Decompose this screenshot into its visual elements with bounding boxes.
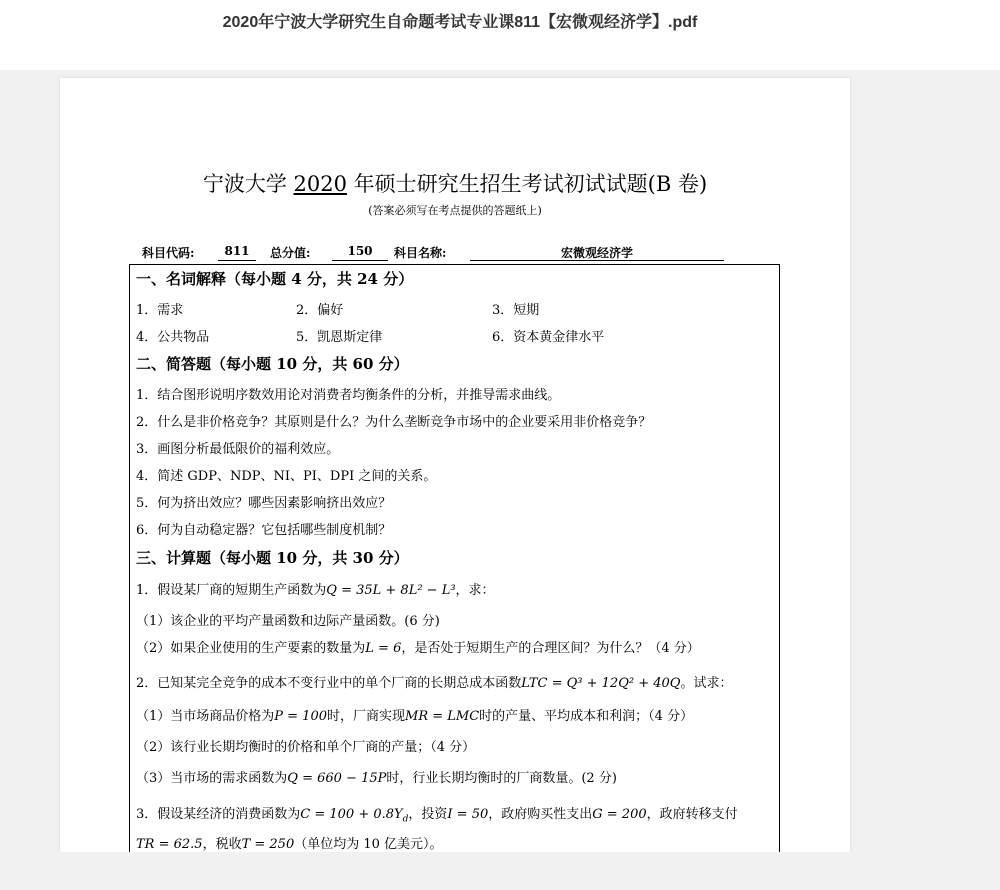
q1-text: 1．假设某厂商的短期生产函数为 bbox=[136, 583, 327, 598]
document-title: 2020年宁波大学研究生自命题考试专业课811【宏微观经济学】.pdf bbox=[222, 14, 698, 31]
q2-formula: LTC = Q³ + 12Q² + 40Q bbox=[521, 676, 681, 691]
exam-title-post: 年硕士研究生招生考试初试试题(B 卷) bbox=[353, 172, 708, 196]
q3-line-2 bbox=[136, 833, 443, 852]
term-item: 4．公共物品 bbox=[136, 330, 210, 345]
answer-note: (答案必须写在考点提供的答题纸上) bbox=[368, 204, 542, 217]
short-question: 6．何为自动稳定器？它包括哪些制度机制？ bbox=[136, 523, 392, 538]
q1b-formula: L = 6 bbox=[365, 641, 402, 656]
exam-info-row bbox=[142, 244, 742, 264]
q3-text-mid-2: ，政府购买性支出 bbox=[488, 807, 593, 822]
q3-t-formula: T = 250 bbox=[241, 837, 295, 852]
section2-heading: 二、简答题（每小题 10 分，共 60 分） bbox=[136, 355, 409, 373]
q3-formula-3: G = 200 bbox=[592, 807, 647, 822]
term-item: 6．资本黄金律水平 bbox=[492, 330, 605, 345]
q2c-text: （3）当市场的需求函数为 bbox=[136, 771, 288, 786]
q1b-text: （2）如果企业使用的生产要素的数量为 bbox=[136, 641, 366, 656]
q3-text: 3．假设某经济的消费函数为 bbox=[136, 807, 301, 822]
q3-tr-formula: TR = 62.5 bbox=[136, 837, 203, 852]
q3-text-mid-1: ，投资 bbox=[408, 807, 448, 822]
term-item: 5．凯恩斯定律 bbox=[296, 330, 383, 345]
code-value: 811 bbox=[218, 244, 256, 261]
q3-text-end: ，政府转移支付 bbox=[646, 807, 738, 822]
calc-question-2 bbox=[136, 672, 732, 691]
q2a-formula-1: P = 100 bbox=[274, 709, 327, 724]
q2a-text-end: 时的产量、平均成本和利润；（4 分） bbox=[479, 709, 694, 724]
q2a-text: （1）当市场商品价格为 bbox=[136, 709, 275, 724]
subject-label: 科目名称: bbox=[394, 246, 447, 260]
score-value: 150 bbox=[332, 244, 388, 261]
q1-text-end: ，求： bbox=[455, 583, 495, 598]
section1-heading: 一、名词解释（每小题 4 分，共 24 分） bbox=[136, 270, 414, 288]
q2-text: 2．已知某完全竞争的成本不变行业中的单个厂商的长期总成本函数 bbox=[136, 676, 522, 691]
term-item: 3．短期 bbox=[492, 303, 540, 318]
section3-heading: 三、计算题（每小题 10 分，共 30 分） bbox=[136, 549, 409, 567]
code-label: 科目代码: bbox=[142, 246, 195, 260]
q1b-text-end: ，是否处于短期生产的合理区间？为什么？（4 分） bbox=[401, 641, 700, 656]
q3-formula-1-sub: d bbox=[402, 814, 409, 825]
q2-part-c bbox=[136, 767, 617, 786]
q2a-formula-2: MR = LMC bbox=[405, 709, 480, 724]
short-question: 4．简述 GDP、NDP、NI、PI、DPI 之间的关系。 bbox=[136, 469, 437, 484]
q2-part-a bbox=[136, 705, 693, 724]
q1-part-a: （1）该企业的平均产量函数和边际产量函数。(6 分) bbox=[136, 614, 440, 629]
q3-l2-text-end: （单位均为 10 亿美元）。 bbox=[294, 837, 443, 852]
term-item: 1．需求 bbox=[136, 303, 184, 318]
viewer-header bbox=[0, 0, 1000, 70]
short-question: 3．画图分析最低限价的福利效应。 bbox=[136, 442, 340, 457]
calc-question-3 bbox=[136, 803, 738, 825]
q3-formula-1: C = 100 + 0.8Y bbox=[300, 807, 403, 822]
term-item: 2．偏好 bbox=[296, 303, 344, 318]
q1-part-b bbox=[136, 637, 700, 656]
q3-l2-text: ，税收 bbox=[202, 837, 242, 852]
calc-question-1 bbox=[136, 579, 495, 598]
viewer-footer bbox=[0, 852, 1000, 890]
score-label: 总分值: bbox=[270, 246, 311, 260]
q2c-formula: Q = 660 − 15P bbox=[287, 771, 387, 786]
exam-year: 2020 bbox=[293, 172, 347, 196]
q2c-text-end: 时，行业长期均衡时的厂商数量。(2 分) bbox=[386, 771, 617, 786]
subject-value: 宏微观经济学 bbox=[470, 244, 724, 261]
q2-part-b: （2）该行业长期均衡时的价格和单个厂商的产量；（4 分） bbox=[136, 740, 476, 755]
short-question: 2．什么是非价格竞争？其原则是什么？为什么垄断竞争市场中的企业要采用非价格竞争？ bbox=[136, 415, 652, 430]
q2a-text-mid: 时，厂商实现 bbox=[327, 709, 406, 724]
q3-formula-2: I = 50 bbox=[447, 807, 489, 822]
exam-title-pre: 宁波大学 bbox=[202, 172, 287, 196]
pdf-page bbox=[60, 78, 850, 858]
q1-formula: Q = 35L + 8L² − L³ bbox=[326, 583, 456, 598]
short-question: 1．结合图形说明序数效用论对消费者均衡条件的分析，并推导需求曲线。 bbox=[136, 388, 561, 403]
exam-title bbox=[60, 168, 850, 198]
short-question: 5．何为挤出效应？哪些因素影响挤出效应？ bbox=[136, 496, 392, 511]
q2-text-end: 。试求： bbox=[680, 676, 733, 691]
